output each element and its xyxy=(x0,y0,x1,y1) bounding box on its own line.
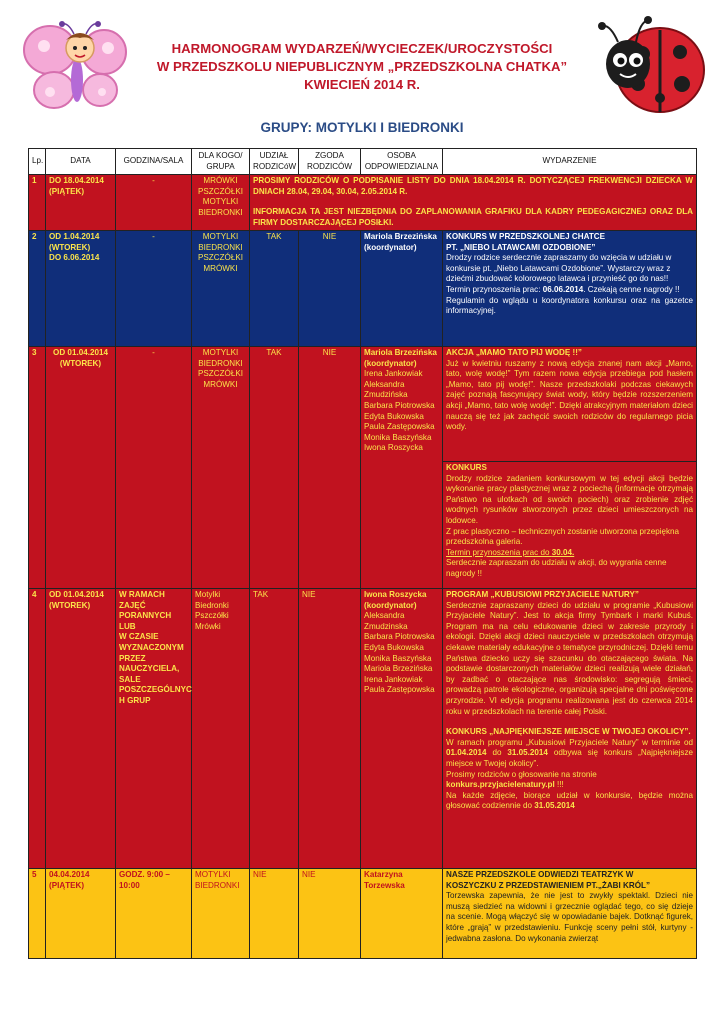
row4-data-line: OD 01.04.2014 xyxy=(49,590,104,599)
row2-data xyxy=(46,231,116,347)
row2-grupa xyxy=(192,231,250,347)
row3-data-line: OD 01.04.2014 xyxy=(53,348,108,357)
row1-grupa-line: MOTYLKI xyxy=(202,197,239,207)
row3-osoba-line: Monika Baszyńska xyxy=(364,432,432,442)
row3-konkurs-text: Drodzy rodzice zadaniem konkursowym w tej edycji akcji będzie wykonanie pracy plastycznej wraz z pociechą (informacje otrzymają Państwo na ulotkach od swoich pociech) oraz zrobienie zdjęć wodnych rysunków stworzonych przez dzieci umieszczonych na lodowce. xyxy=(446,473,693,525)
row1-notice-1: PROSIMY RODZICÓW O PODPISANIE LISTY DO DNIA 18.04.2014 R. DOTYCZĄCEJ FREKWENCJI DZIECKA W DNIACH 28.04, 29.04, 30.04, 2.05.2014 R. xyxy=(253,176,693,196)
row5-osoba-line: Katarzyna xyxy=(364,870,403,879)
title-line-1: HARMONOGRAM WYDARZEŃ/WYCIECZEK/UROCZYSTOŚCI xyxy=(171,41,553,56)
row4-konkurs-date-a: 01.04.2014 xyxy=(446,748,487,758)
row2-grupa-line: PSZCZÓŁKI xyxy=(198,253,243,263)
row1-data-line: (PIĄTEK) xyxy=(49,186,85,196)
row5-grupa-line: BIEDRONKI xyxy=(195,880,240,890)
row5-grupa xyxy=(192,869,250,959)
row4-osoba xyxy=(361,589,443,869)
row2-wyd-title: PT. „NIEBO LATAWCAMI OZDOBIONE” xyxy=(446,242,596,252)
row4-grupa-line: Motylki xyxy=(195,590,221,599)
row5-data-line: (PIĄTEK) xyxy=(49,880,85,890)
row4-osoba-line: Irena Jankowiak xyxy=(364,674,423,684)
row4-grupa-line: Biedronki xyxy=(195,600,229,610)
row5-osoba-line: Torzewska xyxy=(364,880,405,890)
row5-data-line: 04.04.2014 xyxy=(49,870,90,879)
row4-osoba-line: Edyta Bukowska xyxy=(364,642,424,652)
row3-konkurs-title: KONKURS xyxy=(446,463,487,472)
row3-wyd-text: Już w kwietniu ruszamy z nową edycja znanej nam akcji „Mamo, tato, wolę wodę!” Tym razem nowa edycja przebiega pod hasłem „Mamo, tato pij wodę!”. Nasze przedszkolaki podczas ciekawych zajęć poznają fascynujący świat wody, który będzie rozszerzeniem akcji „Mamo, tato wolę wodę!”. Dzięki atrakcyjnym materiałom dzieci nauczą się też jak zachęcić swoich rodziców do regularnego picia wody. xyxy=(446,358,693,432)
table-row xyxy=(29,347,697,589)
row4-godzina-line: ZAJĘĆ xyxy=(119,600,146,610)
row3-grupa-line: BIEDRONKI xyxy=(198,358,243,368)
row4-konkurs-text-c: odbywa się konkurs „Najpiękniejsze miejsce w Twojej okolicy”. xyxy=(446,748,694,768)
row3-lp: 3 xyxy=(29,347,46,589)
row3-godzina: - xyxy=(116,347,192,589)
row3-osoba-line: (koordynator) xyxy=(364,358,417,368)
row5-osoba xyxy=(361,869,443,959)
row3-konkurs-text2: Z prac plastyczno – technicznych zostanie utworzona przepiękna przedszkolna galeria. xyxy=(446,526,680,547)
row3-osoba-line: Mariola Brzezińska xyxy=(364,348,437,357)
row3-osoba-line: Zmudzińska xyxy=(364,390,408,400)
row3-konkurs-term: Termin przynoszenia prac do xyxy=(446,547,550,557)
row4-grupa-line: Mrówki xyxy=(195,621,221,631)
row4-godzina-line: SALE xyxy=(119,674,141,684)
row2-wyd-text: Drodzy rodzice serdecznie zapraszamy do wzięcia w udziału w konkursie pt. „Niebo Latawcami Ozdobione”. Wystarczy wraz z dziećmi zbudować kolorowego latawca i przynieść go do nas!! Termin przynoszenia prac: xyxy=(446,253,672,294)
row3-osoba-line: Irena Jankowiak xyxy=(364,369,423,379)
row1-godzina: - xyxy=(116,175,192,231)
row3-grupa-line: MRÓWKI xyxy=(203,379,238,389)
table-row xyxy=(29,231,697,347)
row2-osoba xyxy=(361,231,443,347)
row4-udzial: TAK xyxy=(250,589,299,869)
row4-wyd-title: PROGRAM „KUBUSIOWI PRZYJACIELE NATURY” xyxy=(446,590,639,599)
row3-data-line: (WTOREK) xyxy=(59,358,102,368)
row3-osoba-line: Barbara Piotrowska xyxy=(364,400,435,410)
row3-grupa-line: MOTYLKI xyxy=(202,348,239,357)
row1-grupa-line: PSZCZÓŁKI xyxy=(198,186,243,196)
row4-godzina-line: POSZCZEGÓLNYC xyxy=(119,685,192,695)
row2-zgoda: NIE xyxy=(299,231,361,347)
header-udzial-1: UDZIAŁ xyxy=(259,150,289,160)
header-osoba-2: ODPOWIEDZIALNA xyxy=(364,161,439,171)
row4-osoba-line: Monika Baszyńska xyxy=(364,653,432,663)
header-udzial xyxy=(250,149,299,175)
row1-data xyxy=(46,175,116,231)
table-row xyxy=(29,869,697,959)
row4-grupa xyxy=(192,589,250,869)
row1-notice xyxy=(250,175,697,231)
row4-konkurs-text-b: do xyxy=(492,748,502,758)
row3-osoba-line: Paula Zastępowska xyxy=(364,422,435,432)
row4-konkurs-site[interactable]: konkurs.przyjacielenatury.pl xyxy=(446,780,555,790)
row4-godzina-line: PORANNYCH LUB xyxy=(119,611,172,631)
row2-osoba-line: Mariola Brzezińska xyxy=(364,232,437,241)
header-zgoda-2: RODZICÓW xyxy=(307,161,352,171)
row4-konkurs-date-e: 31.05.2014 xyxy=(534,801,575,811)
header-osoba-1: OSOBA xyxy=(387,150,416,160)
row2-grupa-line: MRÓWKI xyxy=(203,263,238,273)
row3-konkurs-date: 30.04. xyxy=(551,547,575,557)
table-row xyxy=(29,175,697,231)
header-data: DATA xyxy=(46,149,116,175)
header-wydarzenie: WYDARZENIE xyxy=(443,149,697,175)
row4-godzina xyxy=(116,589,192,869)
row2-grupa-line: BIEDRONKI xyxy=(198,242,243,252)
row3-konkurs-text3: Serdecznie zapraszam do udziału w akcji, do wygrania cenne nagrody !! xyxy=(446,558,667,578)
row3-data xyxy=(46,347,116,589)
row5-godzina-line: 10:00 xyxy=(119,880,140,890)
row3-osoba-line: Iwona Roszycka xyxy=(364,443,423,453)
row3-osoba-line: Aleksandra xyxy=(364,379,405,389)
row1-grupa xyxy=(192,175,250,231)
row2-grupa-line: MOTYLKI xyxy=(202,232,239,241)
row4-osoba-line: Zmudzinska xyxy=(364,621,408,631)
butterfly-icon xyxy=(20,18,130,118)
row4-lp: 4 xyxy=(29,589,46,869)
row4-konkurs-text-a: W ramach programu „Kubusiowi Przyjaciele Natury” w terminie od xyxy=(446,737,693,747)
header-dla-kogo-2: GRUPA xyxy=(206,161,235,171)
row3-osoba-line: Edyta Bukowska xyxy=(364,411,424,421)
row2-godzina: - xyxy=(116,231,192,347)
page-title xyxy=(130,40,594,94)
row4-osoba-line: Paula Zastępowska xyxy=(364,685,435,695)
row1-notice-2: INFORMACJA TA JEST NIEZBĘDNIA DO ZAPLANOWANIA GRAFIKU DLA KADRY PEDEGAGICZNEJ ORAZ DLA FIRMY DOSTARCZAJĄCEJ POSIŁKI. xyxy=(253,207,693,227)
row4-konkurs-date-b: 31.05.2014 xyxy=(507,748,548,758)
title-line-3: KWIECIEŃ 2014 R. xyxy=(304,77,420,92)
header-lp: Lp. xyxy=(29,149,46,175)
row4-osoba-line: (koordynator) xyxy=(364,600,417,610)
row4-wyd-text: Serdecznie zapraszamy dzieci do udziału w programie „Kubusiowi Przyjaciele Natury”. Jest to akcja firmy Tymbark i marki Kubuś. Program ma na celu edukowanie dzieci w zakresie przyrody i ekologii. Dzięki akcji dzieci nauczyciele w przedszkolach otrzymują ciekawe materiały edukacyjne o tematyce przyrodniczej. Dzięki temu Państwa dziecko uczy się szacunku do otaczającego świata. Na podstawie dostarczonych materiałów dzieci realizują wiele działań, by zadbać o otaczające nas środowisko: segregują śmieci, prowadzą patrole ekologiczne, organizują specjalne dni poświęcone przyrodzie. VI edycja programu realizowana jest do czerwca 2014 roku w przedszkolach na terenie całej Polski. xyxy=(446,600,693,716)
row4-konkurs-text-e: Na każde zdjęcie, biorące udział w konkursie, będzie można głosować codziennie do xyxy=(446,790,693,811)
row3-wyd-title: AKCJA „MAMO TATO PIJ WODĘ !!” xyxy=(446,348,582,357)
schedule-table xyxy=(28,148,697,959)
row2-wyd-title: KONKURS W PRZEDSZKOLNEJ CHATCE xyxy=(446,232,606,241)
row2-data-line: (WTOREK) xyxy=(49,242,91,252)
row5-lp: 5 xyxy=(29,869,46,959)
row5-data xyxy=(46,869,116,959)
row4-osoba-line: Mariola Brzezińska xyxy=(364,664,433,674)
row3-wydarzenie xyxy=(443,347,697,589)
groups-subtitle: GRUPY: MOTYLKI I BIEDRONKI xyxy=(260,120,464,135)
row5-godzina xyxy=(116,869,192,959)
row2-wyd-text2: Regulamin do wglądu u koordynatora konkursu oraz na gazetce informacyjnej. xyxy=(446,295,693,316)
row1-grupa-line: MRÓWKI xyxy=(203,176,238,185)
row3-grupa-line: PSZCZÓŁKI xyxy=(198,369,243,379)
row4-godzina-line: W RAMACH xyxy=(119,590,165,599)
header-udzial-2: RODZICóW xyxy=(253,161,297,171)
row5-wydarzenie xyxy=(443,869,697,959)
row3-osoba xyxy=(361,347,443,589)
row4-osoba-line: Iwona Roszycka xyxy=(364,590,427,599)
title-line-2: W PRZEDSZKOLU NIEPUBLICZNYM „PRZEDSZKOLNA CHATKA” xyxy=(156,59,568,74)
header-dla-kogo-1: DLA KOGO/ xyxy=(198,150,243,160)
row4-osoba-line: Barbara Piotrowska xyxy=(364,632,435,642)
row4-godzina-line: H GRUP xyxy=(119,695,151,705)
row1-data-line: DO 18.04.2014 xyxy=(49,176,104,185)
row4-godzina-line: PRZEZ xyxy=(119,653,146,663)
row5-wyd-text: Torzewska zapewnia, że nie jest to zwykły spektakl. Dzieci nie muszą siedzieć na widowni i grzecznie oglądać tego, co się dzieje na scenie. Mogą włączyć się w opowiadanie bajek. Dotknąć figurek, które „grają” w przedstawieniu. Funkcję sceny pełni stół, kurtyny - jedwabna zasłona. Do wykonania zwierząt xyxy=(446,891,693,943)
row4-konkurs-excl: !!! xyxy=(556,780,564,790)
row2-udzial: TAK xyxy=(250,231,299,347)
header-osoba xyxy=(361,149,443,175)
row2-osoba-line: (koordynator) xyxy=(364,242,417,252)
row2-lp: 2 xyxy=(29,231,46,347)
row4-data xyxy=(46,589,116,869)
row4-godzina-line: WYZNACZONYM xyxy=(119,642,184,652)
row5-wyd-title: NASZE PRZEDSZKOLE ODWIEDZI TEATRZYK W xyxy=(446,870,634,879)
row1-grupa-line: BIEDRONKI xyxy=(198,207,243,217)
row4-data-line: (WTOREK) xyxy=(49,600,91,610)
table-row xyxy=(29,589,697,869)
header-godzina: GODZINA/SALA xyxy=(116,149,192,175)
row4-osoba-line: Aleksandra xyxy=(364,611,405,621)
row2-data-line: DO 6.06.2014 xyxy=(49,253,100,263)
header-dla-kogo xyxy=(192,149,250,175)
row3-udzial: TAK xyxy=(250,347,299,589)
row4-zgoda: NIE xyxy=(299,589,361,869)
row2-data-line: OD 1.04.2014 xyxy=(49,232,100,241)
row1-lp: 1 xyxy=(29,175,46,231)
row2-wyd-after: . Czekają cenne nagrody !! xyxy=(583,284,680,294)
row5-godzina-line: GODZ. 9:00 – xyxy=(119,870,170,879)
row3-zgoda: NIE xyxy=(299,347,361,589)
row5-grupa-line: MOTYLKI xyxy=(195,870,231,879)
row2-wyd-date: 06.06.2014 xyxy=(542,284,584,294)
header-zgoda xyxy=(299,149,361,175)
row3-grupa xyxy=(192,347,250,589)
row5-zgoda: NIE xyxy=(299,869,361,959)
row4-godzina-line: W CZASIE xyxy=(119,632,159,642)
row5-wyd-title: KOSZYCZKU Z PRZEDSTAWIENIEM PT.„ŻABI KRÓL” xyxy=(446,880,650,890)
row5-udzial: NIE xyxy=(250,869,299,959)
table-header-row xyxy=(29,149,697,175)
header-zgoda-1: ZGODA xyxy=(315,150,344,160)
row4-wydarzenie xyxy=(443,589,697,869)
row4-godzina-line: NAUCZYCIELA, xyxy=(119,664,180,674)
row4-grupa-line: Pszczółki xyxy=(195,611,229,621)
row4-konkurs-title: KONKURS „NAJPIĘKNIEJSZE MIEJSCE W TWOJEJ OKOLICY”. xyxy=(446,727,691,737)
ladybug-icon xyxy=(592,14,712,126)
row2-wydarzenie xyxy=(443,231,697,347)
row4-konkurs-text-d: Prosimy rodziców o głosowanie na stronie xyxy=(446,769,597,779)
